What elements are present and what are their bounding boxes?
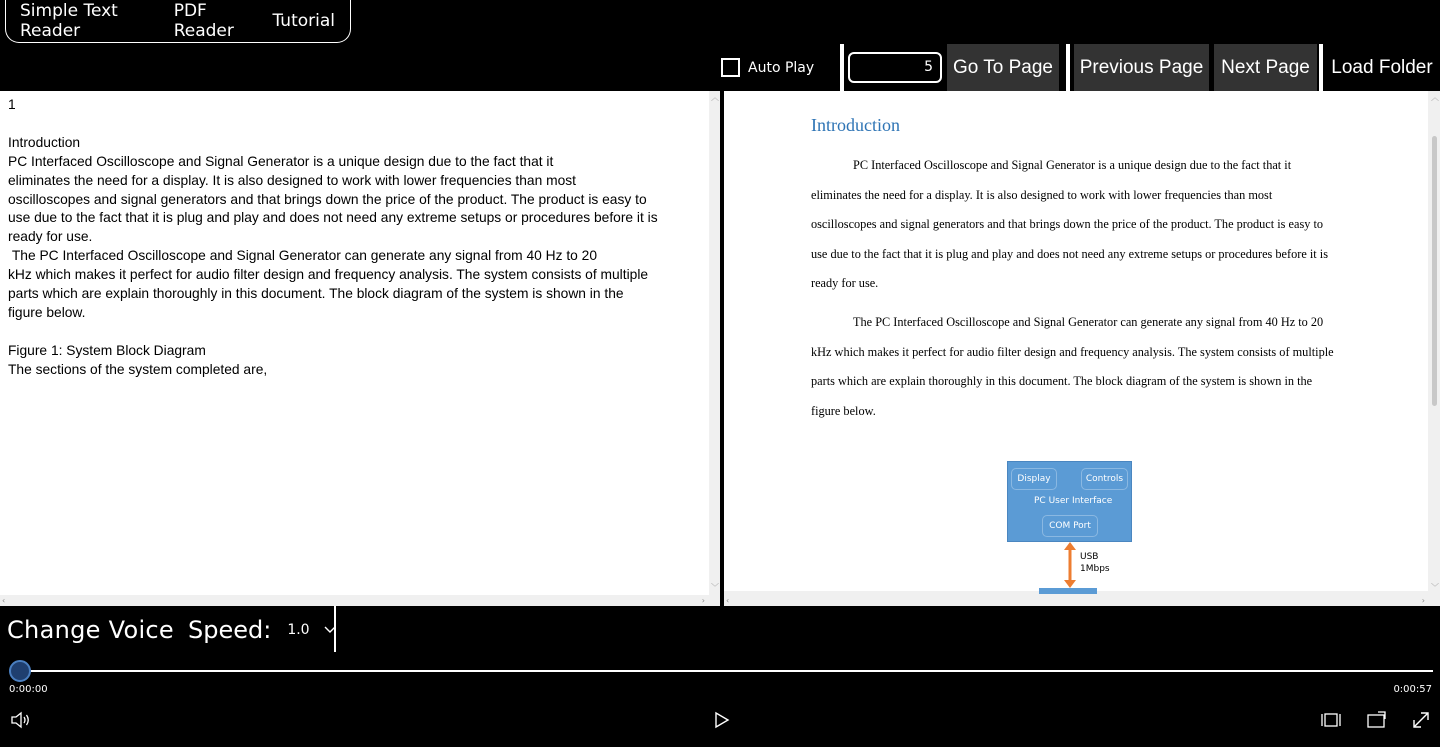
diagram-display-box: Display <box>1011 468 1057 490</box>
volume-icon[interactable] <box>10 711 32 729</box>
pdf-paragraph-1 <box>811 151 1366 299</box>
current-time: 0:00:00 <box>9 684 48 695</box>
extracted-text[interactable]: 1 Introduction PC Interfaced Oscilloscope and Signal Generator is a unique design due to the fact that it eliminates the need for a display. It is also designed to work with lower frequencies than most oscilloscopes and signal generators and that brings down the price of the product. The product is easy to use due to the fact that it is plug and play and does not need any extreme setups or procedures before it is ready for use. The PC Interfaced Oscilloscope and Signal Generator can generate any signal from 40 Hz to 20 kHz which makes it perfect for audio filter design and frequency analysis. The system consists of multiple parts which are explain thoroughly in this document. The block diagram of the system is shown in the figure below. Figure 1: System Block Diagram The sections of the system completed are, <box>8 97 658 377</box>
scroll-left-icon[interactable]: ‹ <box>726 596 730 605</box>
toolbar-separator <box>1066 44 1070 91</box>
scroll-right-icon[interactable]: › <box>1421 596 1425 605</box>
text-vertical-scrollbar[interactable] <box>709 91 720 606</box>
pdf-line: PC Interfaced Oscilloscope and Signal Generator is a unique design due to the fact that it <box>853 158 1292 172</box>
diagram-com-port-box: COM Port <box>1042 515 1098 537</box>
diagram-pc-ui-label: PC User Interface <box>1034 496 1113 506</box>
controls-separator <box>334 606 336 652</box>
scroll-right-icon[interactable]: › <box>701 596 705 605</box>
pdf-line: The PC Interfaced Oscilloscope and Signal Generator can generate any signal from 40 Hz to 20 <box>853 315 1324 329</box>
pdf-line: figure below. <box>811 403 876 418</box>
diagram-usb-text: USB <box>1080 552 1099 562</box>
pdf-paragraph-2 <box>811 308 1366 426</box>
toolbar <box>0 44 1440 91</box>
diagram-pc-user-interface-box <box>1007 461 1132 542</box>
tab-tutorial[interactable]: Tutorial <box>272 11 335 31</box>
play-icon[interactable] <box>714 711 730 729</box>
scroll-up-icon[interactable]: ︿ <box>1431 93 1439 102</box>
scroll-left-icon[interactable]: ‹ <box>2 596 6 605</box>
toolbar-separator <box>840 44 844 91</box>
speed-dropdown[interactable] <box>287 622 335 638</box>
text-panel[interactable] <box>0 91 720 606</box>
total-time: 0:00:57 <box>1393 684 1432 695</box>
aspect-ratio-icon[interactable] <box>1320 711 1342 729</box>
tab-simple-text-reader[interactable]: Simple Text Reader <box>20 1 118 41</box>
diagram-next-box <box>1039 588 1097 594</box>
pdf-heading: Introduction <box>811 115 900 135</box>
auto-play-toggle[interactable] <box>721 58 814 77</box>
cast-icon[interactable] <box>1366 710 1388 730</box>
load-folder-button[interactable]: Load Folder <box>1331 56 1433 78</box>
diagram-usb-arrow <box>1060 542 1080 588</box>
seek-bar[interactable] <box>20 670 1433 672</box>
previous-page-button[interactable]: Previous Page <box>1074 44 1209 91</box>
auto-play-label: Auto Play <box>748 59 815 76</box>
pdf-line: oscilloscopes and signal generators and that brings down the price of the product. The product is easy to <box>811 217 1324 231</box>
auto-play-checkbox[interactable] <box>721 58 740 77</box>
pdf-line: eliminates the need for a display. It is also designed to work with lower frequencies than most <box>811 187 1273 202</box>
pdf-page <box>724 91 1428 591</box>
next-page-button[interactable]: Next Page <box>1214 44 1317 91</box>
diagram-controls-box: Controls <box>1081 468 1128 490</box>
scroll-down-icon[interactable]: ﹀ <box>1431 583 1439 592</box>
scroll-down-icon[interactable]: ﹀ <box>711 583 719 592</box>
pdf-line: ready for use. <box>811 276 879 290</box>
diagram-usb-label <box>1080 551 1110 575</box>
diagram-speed-text: 1Mbps <box>1080 564 1110 574</box>
change-voice-button[interactable]: Change Voice <box>7 616 174 644</box>
pdf-line: use due to the fact that it is plug and play and does not need any extreme setups or procedures before it is <box>811 246 1328 261</box>
pdf-vertical-scrollbar[interactable] <box>1429 91 1440 606</box>
page-number-input[interactable]: 5 <box>848 52 942 83</box>
tab-bar <box>5 0 351 43</box>
seek-thumb[interactable] <box>9 660 31 682</box>
pdf-horizontal-scrollbar[interactable] <box>724 595 1429 606</box>
tab-pdf-reader[interactable]: PDF Reader <box>173 1 234 41</box>
speed-label: Speed: <box>187 616 272 644</box>
voice-controls <box>7 614 336 646</box>
fullscreen-icon[interactable] <box>1411 710 1431 730</box>
pdf-panel[interactable] <box>724 91 1440 606</box>
pdf-scroll-thumb[interactable] <box>1432 136 1437 406</box>
text-horizontal-scrollbar[interactable] <box>0 595 709 606</box>
scroll-up-icon[interactable]: ︿ <box>711 93 719 102</box>
speed-value: 1.0 <box>287 622 310 638</box>
toolbar-separator <box>1319 44 1323 91</box>
pdf-line: kHz which makes it perfect for audio filter design and frequency analysis. The system consists of multiple <box>811 344 1334 359</box>
pdf-line: parts which are explain thoroughly in this document. The block diagram of the system is shown in the <box>811 374 1313 388</box>
go-to-page-button[interactable]: Go To Page <box>947 44 1059 91</box>
